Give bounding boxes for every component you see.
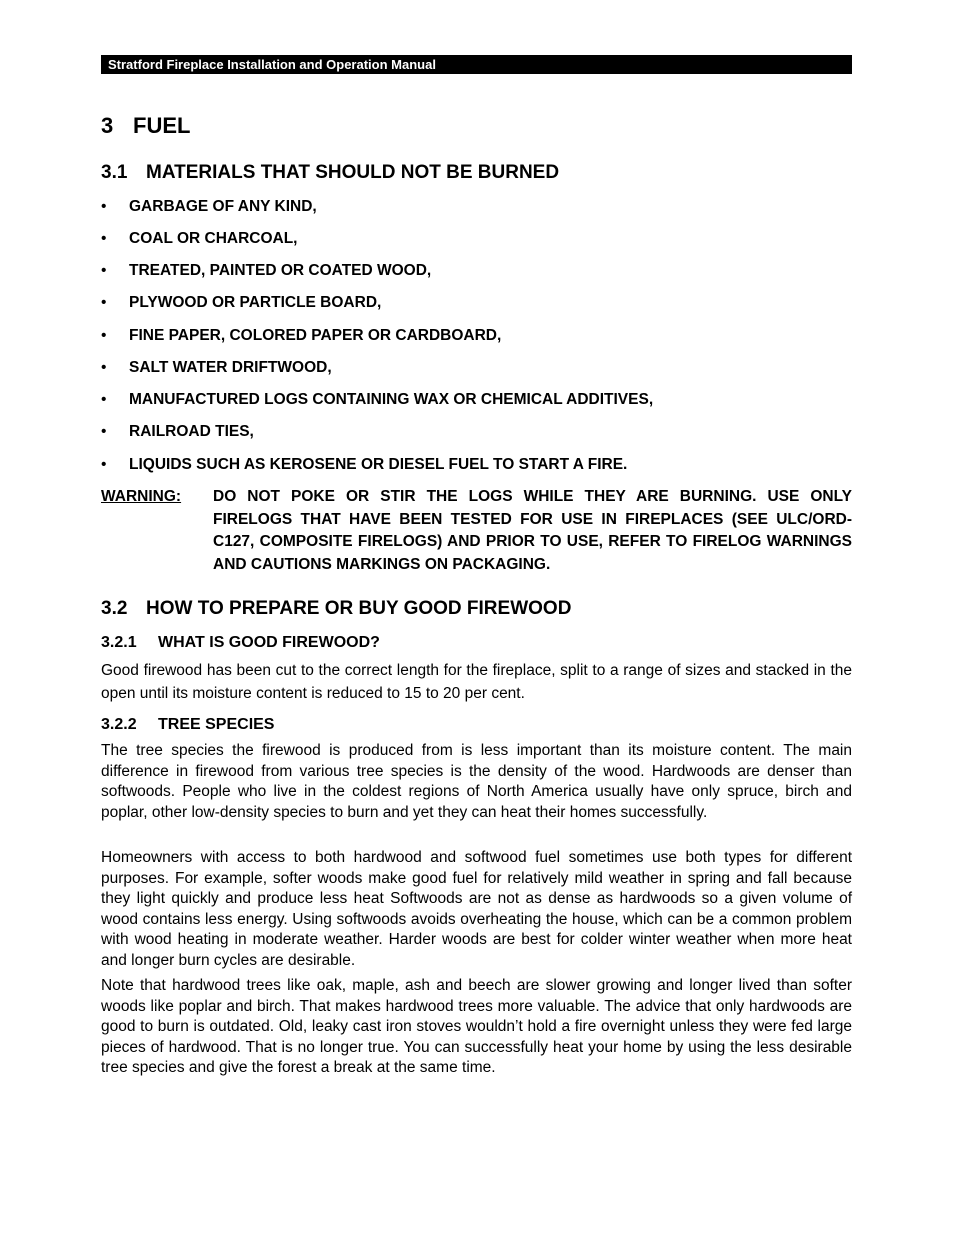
section-title: FUEL (133, 113, 191, 138)
subsection-heading-3-2 (101, 597, 571, 621)
subsubsection-title: TREE SPECIES (158, 716, 275, 733)
warning-label: WARNING: (101, 488, 182, 505)
subsubsection-heading-3-2-1 (101, 633, 380, 653)
list-item-text: PLYWOOD OR PARTICLE BOARD, (129, 294, 382, 311)
paragraph-tree-species-3: Note that hardwood trees like oak, maple, ash and beech are slower growing and longer lived than softer woods like poplar and birch. That makes hardwood trees more valuable. The advice that only hardwoods are good to burn is outdated. Old, leaky cast iron stoves wouldn’t hold a fire overnight unless they were fed large pieces of hardwood. That is no longer true. You can successfully heat your home by using the less desirable tree species and give the forest a break at the same time. (101, 977, 852, 1077)
section-number: 3 (101, 113, 114, 138)
list-item-text: LIQUIDS SUCH AS KEROSENE OR DIESEL FUEL TO START A FIRE. (129, 456, 628, 473)
subsection-number: 3.2 (101, 598, 128, 619)
subsection-number: 3.1 (101, 162, 128, 183)
paragraph-good-firewood: Good firewood has been cut to the correct length for the fireplace, split to a range of sizes and stacked in the open until its moisture content is reduced to 15 to 20 per cent. (101, 662, 852, 702)
bullet-glyph: • (101, 359, 107, 376)
subsubsection-title: WHAT IS GOOD FIREWOOD? (158, 634, 380, 651)
subsubsection-number: 3.2.1 (101, 634, 137, 651)
bullet-glyph: • (101, 294, 107, 311)
page-header-bar (101, 55, 852, 74)
paragraph-tree-species-2: Homeowners with access to both hardwood and softwood fuel sometimes use both types for different purposes. For example, softer woods make good fuel for relatively mild weather in spring and fall because they light quickly and produce less heat Softwoods are not as dense as hardwoods so a given volume of wood contains less energy. Using softwoods avoids overheating the house, which can be a common problem with wood heating in moderate weather. Harder woods are best for colder winter weather when more heat and longer burn cycles are desirable. (101, 849, 852, 969)
warning-text: DO NOT POKE OR STIR THE LOGS WHILE THEY ARE BURNING. USE ONLY FIRELOGS THAT HAVE BEEN TESTED FOR USE IN FIREPLACES (SEE ULC/ORD-C127, COMPOSITE FIRELOGS) AND PRIOR TO USE, REFER TO FIRELOG WARNINGS AND CAUTIONS MARKINGS ON PACKAGING. (213, 488, 852, 573)
list-item-text: COAL OR CHARCOAL, (129, 230, 298, 247)
bullet-glyph: • (101, 391, 107, 408)
subsubsection-number: 3.2.2 (101, 716, 137, 733)
bullet-glyph: • (101, 327, 107, 344)
list-item-text: GARBAGE OF ANY KIND, (129, 198, 317, 215)
list-item-text: SALT WATER DRIFTWOOD, (129, 359, 332, 376)
bullet-glyph: • (101, 230, 107, 247)
subsection-heading-3-1 (101, 161, 559, 185)
section-heading (101, 112, 190, 140)
subsection-title: HOW TO PREPARE OR BUY GOOD FIREWOOD (146, 598, 572, 619)
list-item-text: MANUFACTURED LOGS CONTAINING WAX OR CHEMICAL ADDITIVES, (129, 391, 654, 408)
list-item-text: TREATED, PAINTED OR COATED WOOD, (129, 262, 432, 279)
bullet-glyph: • (101, 262, 107, 279)
subsubsection-heading-3-2-2 (101, 715, 274, 735)
bullet-glyph: • (101, 198, 107, 215)
list-item-text: FINE PAPER, COLORED PAPER OR CARDBOARD, (129, 327, 502, 344)
bullet-glyph: • (101, 456, 107, 473)
paragraph-tree-species-1: The tree species the firewood is produced from is less important than its moisture content. The main difference in firewood from various tree species is the density of the wood. Hardwoods are denser than softwoods. People who live in the coldest regions of North America usually have only spruce, birch and poplar, other low-density species to burn and yet they can heat their homes successfully. (101, 742, 852, 821)
bullet-glyph: • (101, 423, 107, 440)
list-item-text: RAILROAD TIES, (129, 423, 254, 440)
header-title: Stratford Fireplace Installation and Operation Manual (108, 57, 436, 72)
subsection-title: MATERIALS THAT SHOULD NOT BE BURNED (146, 162, 560, 183)
